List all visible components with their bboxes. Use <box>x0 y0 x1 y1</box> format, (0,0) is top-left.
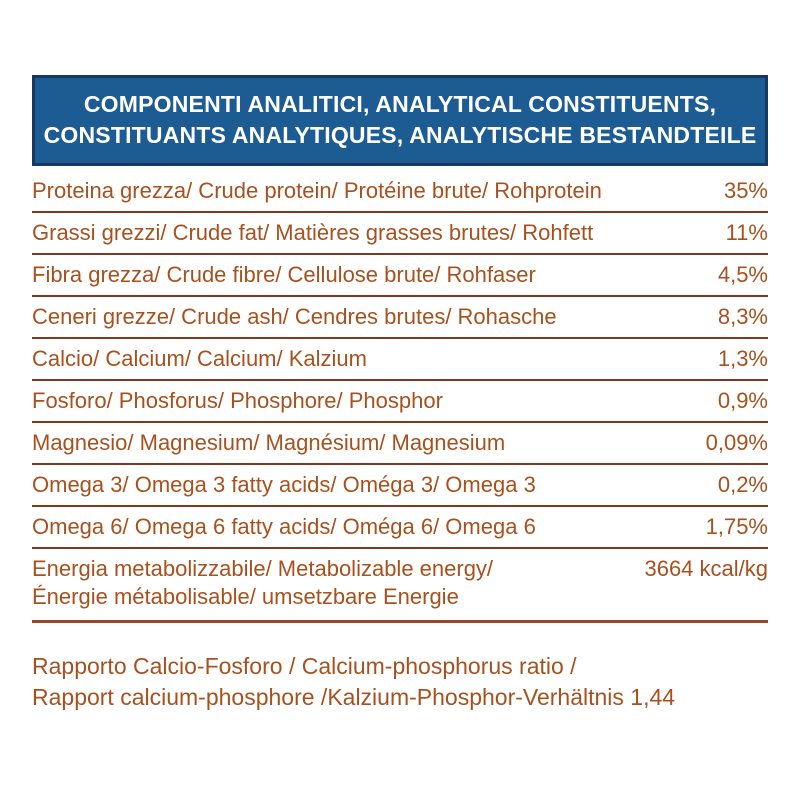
row-label: Fosforo/ Phosforus/ Phosphore/ Phosphor <box>32 388 443 413</box>
row-label: Omega 6/ Omega 6 fatty acids/ Oméga 6/ Omega 6 <box>32 514 536 539</box>
table-row <box>32 255 768 297</box>
table-row <box>32 213 768 255</box>
row-value: 35% <box>723 178 768 203</box>
table-row <box>32 297 768 339</box>
table-row <box>32 549 768 623</box>
row-value: 4,5% <box>717 262 768 287</box>
table-row <box>32 381 768 423</box>
row-value: 0,9% <box>717 388 768 413</box>
row-value: 1,75% <box>705 514 768 539</box>
ratio-note <box>32 651 768 713</box>
row-value: 0,2% <box>717 472 768 497</box>
row-label: Proteina grezza/ Crude protein/ Protéine brute/ Rohprotein <box>32 178 602 203</box>
table-row <box>32 507 768 549</box>
row-label: Omega 3/ Omega 3 fatty acids/ Oméga 3/ Omega 3 <box>32 472 536 497</box>
panel-title-line1: COMPONENTI ANALITICI, ANALYTICAL CONSTITUENTS, <box>83 91 717 117</box>
row-label: Magnesio/ Magnesium/ Magnésium/ Magnesium <box>32 430 506 455</box>
row-value: 3664 kcal/kg <box>644 556 768 581</box>
constituents-table <box>32 171 768 623</box>
row-label <box>32 555 493 611</box>
ratio-note-line1: Rapporto Calcio-Fosforo / Calcium-phosphorus ratio / <box>32 653 577 679</box>
row-label-line2: Énergie métabolisable/ umsetzbare Energie <box>32 584 459 609</box>
row-label: Fibra grezza/ Crude fibre/ Cellulose brute/ Rohfaser <box>32 262 536 287</box>
analytical-constituents-panel <box>32 75 768 713</box>
table-row <box>32 465 768 507</box>
table-row <box>32 339 768 381</box>
row-value: 11% <box>725 220 768 245</box>
row-value: 8,3% <box>717 304 768 329</box>
row-value: 1,3% <box>717 346 768 371</box>
table-row <box>32 423 768 465</box>
panel-title-line2: CONSTITUANTS ANALYTIQUES, ANALYTISCHE BESTANDTEILE <box>43 122 757 148</box>
row-label: Grassi grezzi/ Crude fat/ Matières grasses brutes/ Rohfett <box>32 220 594 245</box>
row-value: 0,09% <box>705 430 768 455</box>
row-label: Ceneri grezze/ Crude ash/ Cendres brutes/ Rohasche <box>32 304 557 329</box>
row-label: Calcio/ Calcium/ Calcium/ Kalzium <box>32 346 367 371</box>
panel-title <box>32 75 768 166</box>
row-label-line1: Energia metabolizzabile/ Metabolizable energy/ <box>32 556 494 581</box>
ratio-note-line2: Rapport calcium-phosphore /Kalzium-Phosphor-Verhältnis 1,44 <box>32 684 676 710</box>
table-row <box>32 171 768 213</box>
